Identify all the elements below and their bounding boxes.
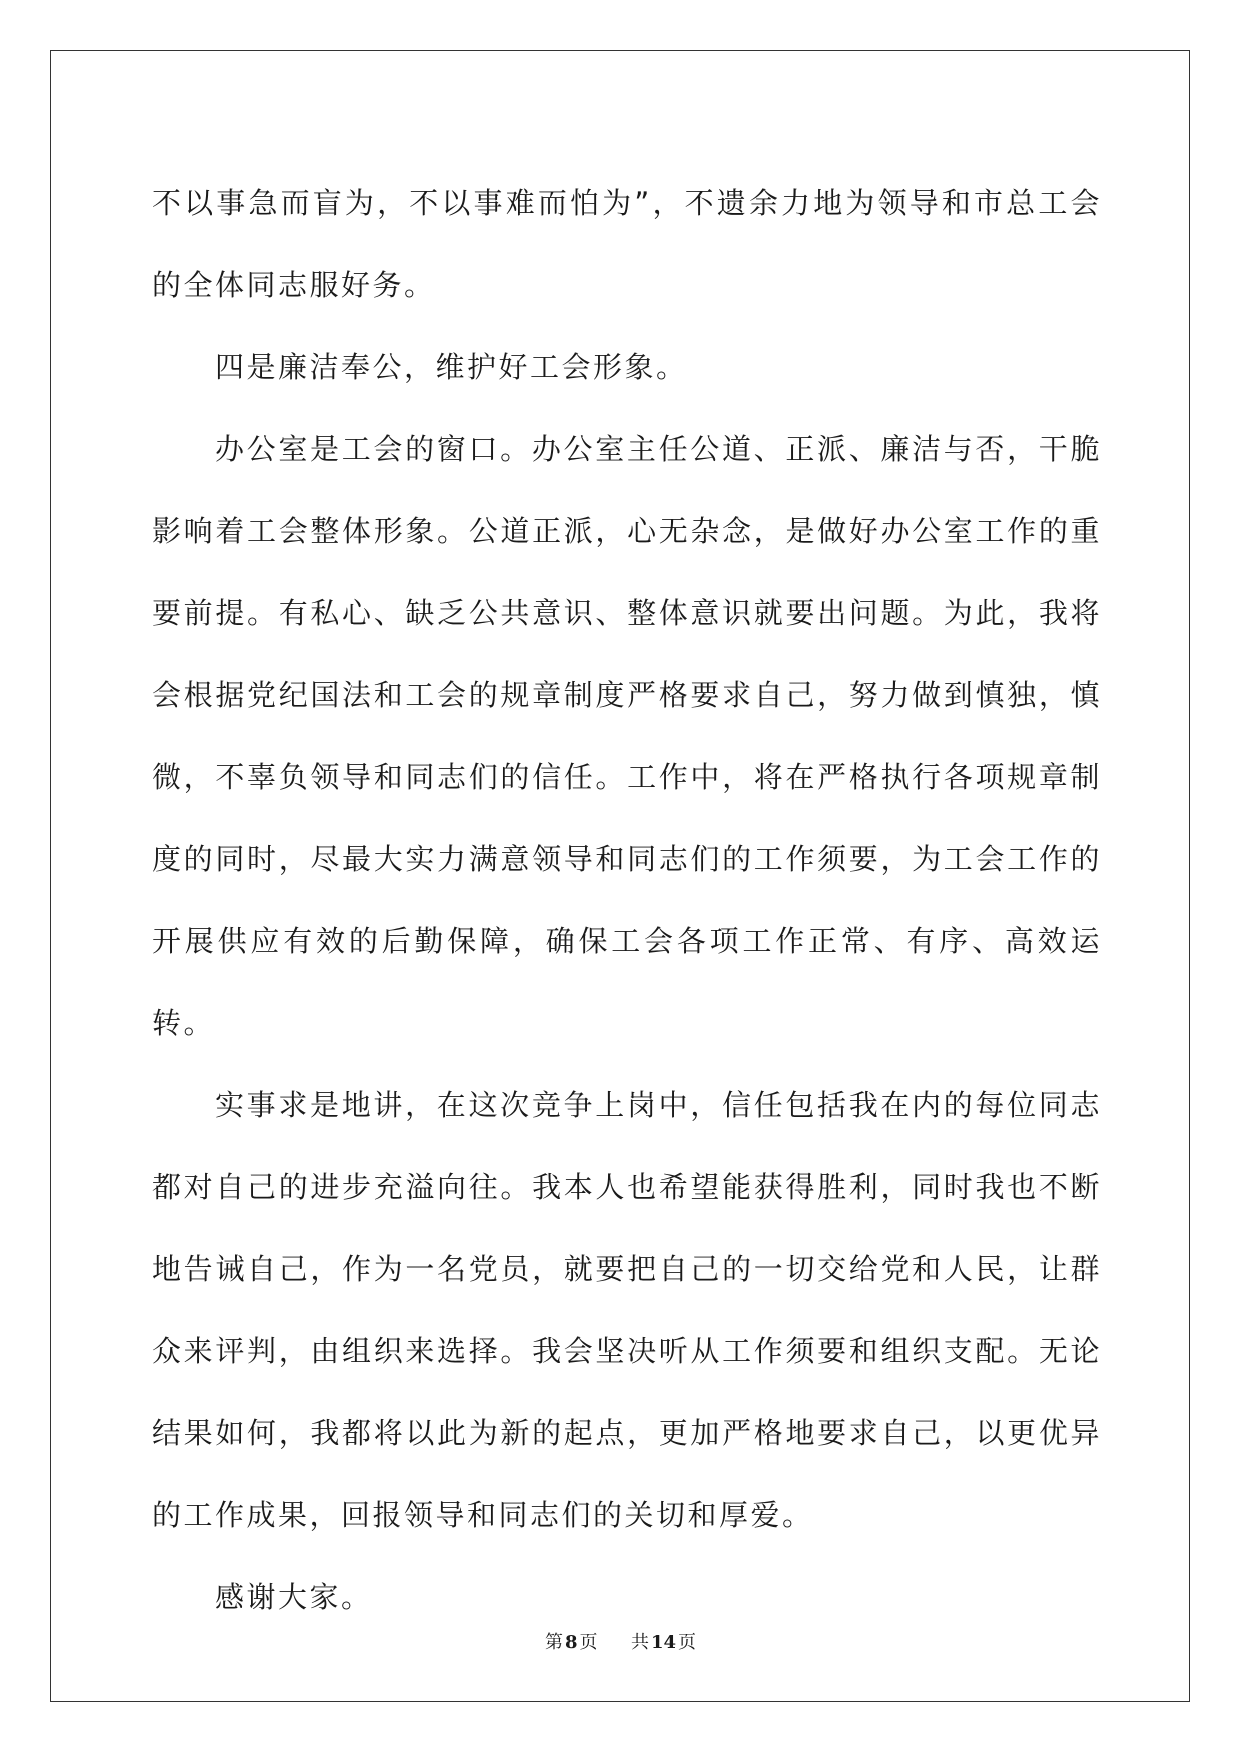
paragraph-thanks: 感谢大家。 — [215, 1580, 373, 1614]
paragraph-heading-four: 四是廉洁奉公，维护好工会形象。 — [215, 350, 688, 384]
paragraph-competition: 实事求是地讲，在这次竞争上岗中，信任包括我在内的每位同志都对自己的进步充溢向往。我本人也希望能获得胜利，同时我也不断地告诫自己，作为一名党员，就要把自己的一切交给党和人民，让群众来评判，由组织来选择。我会坚决听从工作须要和组织支配。无论结果如何，我都将以此为新的起点，更加严格地要求自己，以更优异的工作成果，回报领导和同志们的关切和厚爱。 — [152, 1088, 1102, 1532]
paragraph-continued: 不以事急而盲为，不以事难而怕为”，不遗余力地为领导和市总工会的全体同志服好务。 — [152, 186, 1102, 302]
paragraph-office-window: 办公室是工会的窗口。办公室主任公道、正派、廉洁与否，干脆影响着工会整体形象。公道正派，心无杂念，是做好办公室工作的重要前提。有私心、缺乏公共意识、整体意识就要出问题。为此，我将会根据党纪国法和工会的规章制度严格要求自己，努力做到慎独，慎微，不辜负领导和同志们的信任。工作中，将在严格执行各项规章制度的同时，尽最大实力满意领导和同志们的工作须要，为工会工作的开展供应有效的后勤保障，确保工会各项工作正常、有序、高效运转。 — [152, 432, 1102, 1040]
total-prefix: 共 — [630, 1632, 649, 1653]
total-suffix: 页 — [678, 1632, 697, 1653]
page-footer — [0, 1628, 1241, 1654]
page-suffix: 页 — [579, 1632, 598, 1653]
page-prefix: 第 — [544, 1632, 563, 1653]
total-pages: 14 — [650, 1632, 677, 1653]
current-page: 8 — [564, 1632, 578, 1653]
page-number — [545, 1628, 598, 1654]
document-body — [152, 162, 1102, 1638]
page-total — [631, 1628, 696, 1654]
